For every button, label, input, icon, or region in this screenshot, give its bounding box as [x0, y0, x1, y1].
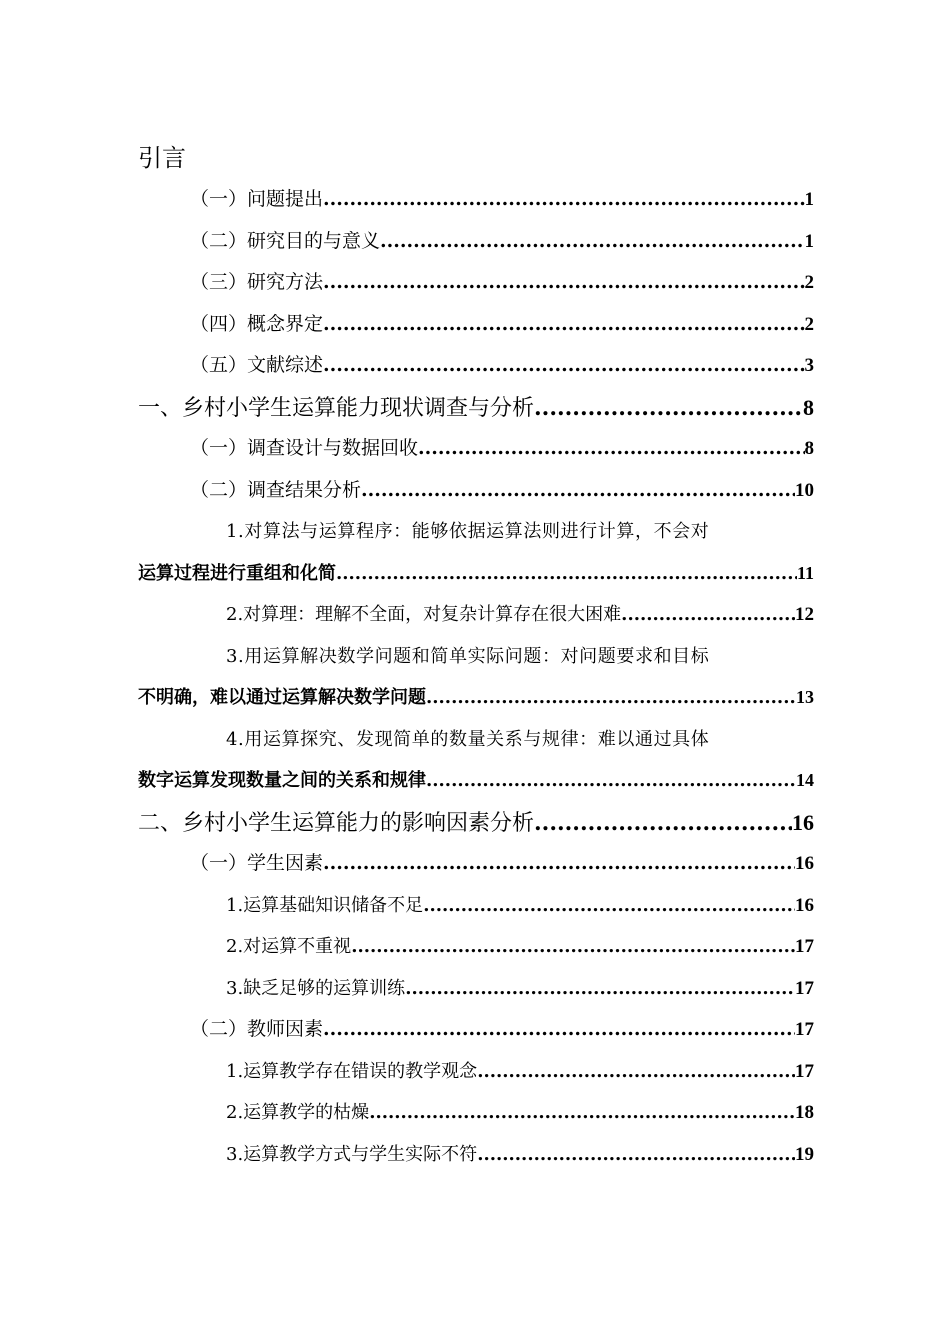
toc-page-number: 1 [804, 189, 814, 210]
toc-entry-ch1-item4-line1[interactable]: 4.用运算探究、发现简单的数量关系与规律：难以通过具体 [226, 728, 710, 750]
toc-page-number: 2 [804, 313, 814, 335]
toc-entry-ch2-sec2-item1[interactable] [138, 1051, 814, 1093]
toc-page-number: 8 [803, 394, 814, 420]
toc-entry-intro-4[interactable] [138, 304, 814, 346]
toc-page-number: 11 [796, 562, 814, 583]
toc-leader-dots [336, 553, 797, 595]
toc-leader-dots [621, 594, 795, 636]
toc-leader-dots [351, 926, 795, 968]
toc-entry-label: 运算过程进行重组和化简 [138, 562, 336, 584]
toc-entry-label: （三）研究方法 [190, 271, 324, 293]
toc-entry-label: 3.缺乏足够的运算训练 [226, 977, 406, 999]
toc-page-number: 17 [795, 977, 814, 999]
toc-leader-dots [426, 677, 796, 719]
toc-chapter-label: 一、乡村小学生运算能力现状调查与分析 [138, 395, 535, 421]
toc-leader-dots [534, 803, 792, 845]
toc-entry-ch1-sec2[interactable] [138, 470, 814, 512]
toc-leader-dots [418, 428, 804, 470]
toc-entry-ch2-sec2-item2[interactable] [138, 1092, 814, 1134]
toc-entry-intro-5[interactable] [138, 345, 814, 387]
toc-leader-dots [361, 470, 795, 512]
toc-page-number: 3 [804, 355, 814, 376]
toc-entry-label: 1.运算基础知识储备不足 [226, 894, 424, 916]
toc-leader-dots [380, 221, 804, 263]
toc-entry-ch1-item1-line2[interactable] [138, 553, 814, 595]
toc-leader-dots [323, 1009, 795, 1051]
toc-leader-dots [323, 262, 804, 304]
toc-entry-ch1-item3-line1[interactable]: 3.用运算解决数学问题和简单实际问题：对问题要求和目标 [226, 645, 710, 667]
toc-entry-intro-2[interactable] [138, 221, 814, 263]
toc-chapter-label: 二、乡村小学生运算能力的影响因素分析 [138, 810, 535, 836]
toc-chapter-1[interactable] [138, 387, 814, 429]
toc-intro-heading: 引言 [138, 144, 186, 172]
toc-entry-ch1-sec1[interactable] [138, 428, 814, 470]
toc-page-number: 14 [796, 770, 814, 790]
toc-page-number: 16 [792, 809, 814, 835]
toc-entry-intro-3[interactable] [138, 262, 814, 304]
toc-leader-dots [534, 388, 803, 430]
toc-leader-dots [323, 345, 804, 387]
toc-leader-dots [405, 968, 795, 1010]
toc-entry-label: 3.运算教学方式与学生实际不符 [226, 1143, 478, 1165]
toc-entry-label: 数字运算发现数量之间的关系和规律 [138, 770, 426, 791]
toc-leader-dots [477, 1134, 795, 1176]
toc-entry-label: 不明确，难以通过运算解决数学问题 [138, 687, 426, 708]
toc-entry-ch2-sec1-item1[interactable] [138, 885, 814, 927]
toc-chapter-2[interactable] [138, 802, 814, 844]
toc-entry-label: （一）问题提出 [190, 188, 324, 210]
toc-entry-ch2-sec2[interactable] [138, 1009, 814, 1051]
toc-page-number: 2 [804, 272, 814, 293]
toc-entry-ch2-sec2-item3[interactable] [138, 1134, 814, 1176]
table-of-contents [138, 137, 814, 1175]
toc-page-number: 17 [795, 1019, 814, 1040]
toc-page-number: 18 [795, 1102, 814, 1123]
toc-leader-dots [323, 179, 804, 221]
toc-page-number: 19 [795, 1143, 814, 1165]
toc-entry-label: （四）概念界定 [190, 312, 324, 335]
toc-entry-intro-1[interactable] [138, 179, 814, 221]
toc-entry-ch1-item4-line2[interactable] [138, 760, 814, 802]
toc-entry-label: （一）学生因素 [190, 852, 324, 874]
toc-entry-ch2-sec1[interactable] [138, 843, 814, 885]
toc-entry-ch2-sec1-item3[interactable] [138, 968, 814, 1010]
toc-leader-dots [477, 1051, 795, 1093]
toc-entry-label: 2.对运算不重视 [226, 936, 352, 957]
toc-entry-label: 2.运算教学的枯燥 [226, 1102, 370, 1123]
toc-entry-label: （一）调查设计与数据回收 [190, 437, 419, 459]
toc-entry-label: 2.对算理：理解不全面，对复杂计算存在很大困难 [226, 604, 622, 625]
toc-leader-dots [426, 760, 796, 802]
toc-leader-dots [323, 304, 804, 346]
toc-leader-dots [369, 1092, 795, 1134]
toc-entry-label: 1.运算教学存在错误的教学观念 [226, 1060, 478, 1082]
toc-entry-label: （二）教师因素 [190, 1018, 324, 1040]
toc-leader-dots [423, 885, 795, 927]
toc-page-number: 10 [795, 479, 814, 501]
toc-page-number: 12 [795, 604, 814, 625]
toc-entry-label: （二）调查结果分析 [190, 478, 362, 501]
toc-page-number: 17 [795, 936, 814, 957]
toc-entry-ch2-sec1-item2[interactable] [138, 926, 814, 968]
toc-entry-label: （二）研究目的与意义 [190, 229, 381, 252]
toc-entry-ch1-item2[interactable] [138, 594, 814, 636]
toc-entry-ch1-item3-line2[interactable] [138, 677, 814, 719]
toc-page-number: 16 [795, 853, 814, 874]
toc-page-number: 13 [796, 687, 814, 707]
toc-entry-label: （五）文献综述 [190, 354, 324, 376]
toc-page-number: 17 [795, 1060, 814, 1082]
toc-page-number: 1 [804, 230, 814, 252]
toc-leader-dots [323, 843, 795, 885]
toc-page-number: 16 [795, 894, 814, 916]
toc-entry-ch1-item1-line1[interactable]: 1.对算法与运算程序：能够依据运算法则进行计算，不会对 [226, 521, 710, 542]
toc-page-number: 8 [804, 438, 814, 459]
